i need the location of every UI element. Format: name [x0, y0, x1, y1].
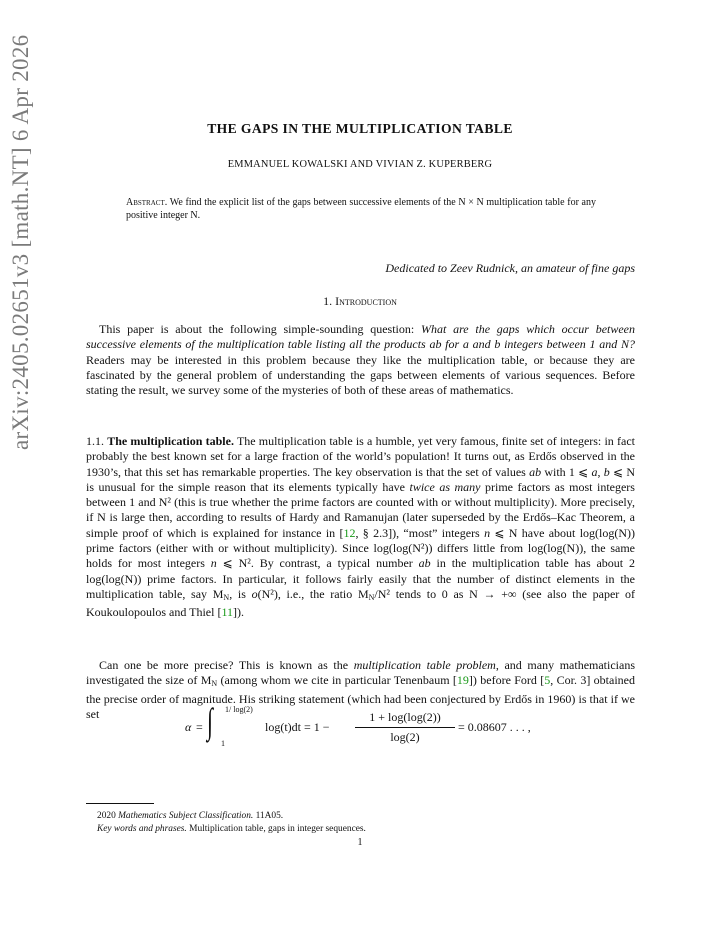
msc-year: 2020 [97, 811, 119, 821]
p2-sub-n2: N [368, 592, 375, 602]
citation-link-19[interactable]: 19 [456, 673, 469, 688]
p3-c: (among whom we cite in particular Tenenbaum [ [217, 673, 457, 688]
p2-o: o [251, 586, 258, 601]
p2-a-var: a [591, 464, 598, 479]
intro-paragraph [86, 322, 635, 398]
msc-value: 11A05. [253, 811, 284, 821]
research-question: What are the gaps which occur between successive elements of the multiplication table listing all the products ab for a and b integers between 1 and N? [86, 322, 636, 352]
p2-m: ]). [233, 605, 244, 620]
p2-e: prime factors as most integers between 1 and N² (this is true whether the prime factors are counted with or without multiplicity). More precisely, if N is large then, according to results of Hardy and Ramanujan (later superseded by the Erdős–Kac Theorem, a simple proof of which is explained for instance in [ [86, 479, 635, 540]
fraction-numerator: 1 + log(log(2)) [369, 710, 441, 724]
dedication: Dedicated to Zeev Rudnick, an amateur of fine gaps [385, 261, 635, 275]
p3-b: , and many mathematicians investigated the size of M [86, 658, 636, 688]
p1-text-a: This paper is about the following simple-sounding question: [99, 322, 421, 336]
p3-mtp: multiplication table problem [353, 658, 496, 672]
paper-authors: EMMANUEL KOWALSKI AND VIVIAN Z. KUPERBERG [227, 159, 493, 170]
citation-link-12[interactable]: 12 [343, 525, 356, 540]
formula-lhs: α [185, 720, 192, 734]
p1-text-b: Readers may be interested in this problem because they like the multiplication table, or because they are fascinated by the general problem of understanding the gaps between elements of various sequences. Before stating the result, we survey some of the mysteries of both of these areas of mathematics. [86, 352, 635, 398]
p3-sub-n: N [211, 679, 218, 689]
p2-b: with 1 ⩽ [541, 464, 592, 479]
footnote-keywords [97, 823, 617, 836]
p2-j: , is [229, 586, 252, 601]
citation-link-11[interactable]: 11 [221, 605, 233, 620]
p2-b-var: b [603, 464, 610, 479]
abstract [126, 196, 596, 222]
p3-a: Can one be more precise? This is known as the [99, 658, 354, 672]
integral-sign: ∫ [207, 701, 213, 741]
p2-ab: ab [529, 464, 542, 479]
section-title: Introduction [335, 294, 397, 308]
p2-g: ⩽ N have about log(log(N)) prime factors (either with or without multiplicity). Since log(log(N²)) differs little from log(log(N)), the same holds for most integers [86, 525, 636, 571]
p2-twice: twice as many [409, 479, 481, 494]
arxiv-stamp-text: arXiv:2405.02651v3 [math.NT] 6 Apr 2026 [8, 34, 33, 450]
p2-l: /N² tends to 0 as N → +∞ (see also the paper of Koukoulopoulos and Thiel [ [86, 586, 635, 620]
abstract-text: We find the explicit list of the gaps between successive elements of the N × N multiplication table for any positive integer N. [126, 197, 596, 221]
section-heading [0, 294, 720, 309]
fraction-bar [355, 727, 455, 728]
p2-i: in the multiplication table has about 2 log(log(N)) prime factors. In particular, it follows fairly easily that the number of distinct elements in the multiplication table, say M [86, 556, 636, 601]
integral-lower-limit: 1 [221, 739, 225, 748]
msc-label: Mathematics Subject Classification. [118, 811, 254, 821]
p2-ab2: ab [418, 556, 431, 571]
multiplication-table-paragraph [86, 434, 635, 621]
p2-c: , [597, 464, 604, 479]
formula-integrand: log(t)dt = 1 − [265, 720, 330, 734]
fraction-denominator: log(2) [390, 730, 420, 744]
p2-k: (N²), i.e., the ratio M [257, 586, 369, 601]
keywords-value: Multiplication table, gaps in integer sequences. [186, 824, 366, 834]
p3-d: ]) before Ford [ [468, 673, 545, 688]
footnote-divider [86, 803, 154, 804]
section-number: 1. [323, 294, 333, 308]
footnote-msc [97, 810, 617, 823]
alpha-formula [0, 703, 720, 755]
formula-rhs: = 0.08607 . . . , [458, 720, 531, 734]
p2-sub-n1: N [223, 592, 230, 602]
subsection-number: 1.1. [86, 434, 104, 448]
formula-equals: = [196, 720, 203, 734]
keywords-label: Key words and phrases. [97, 824, 187, 834]
p2-n1: n [484, 525, 491, 540]
paper-title: THE GAPS IN THE MULTIPLICATION TABLE [207, 121, 513, 136]
citation-link-5[interactable]: 5 [544, 673, 551, 688]
subsection-title: The multiplication table. [107, 434, 234, 448]
p2-a: The multiplication table is a humble, yet very famous, finite set of integers: in fact probably the best known set for a large fraction of the world’s population! It turns out, as Erdős observed in the 1930’s, that this set has remarkable properties. The key observation is that the set of values [86, 434, 635, 479]
page-number: 1 [357, 837, 363, 848]
abstract-label: Abstract. [126, 197, 168, 208]
p3-e: , Cor. 3] obtained the precise order of magnitude. His striking statement (which had been conjectured by Erdős in 1960) is that if we set [86, 673, 636, 721]
p2-f: , § 2.3]), “most” integers [355, 525, 485, 540]
p2-n2: n [210, 556, 217, 571]
p2-h: ⩽ N². By contrast, a typical number [216, 556, 419, 571]
integral-upper-limit: 1/ log(2) [225, 705, 253, 714]
p2-d: ⩽ N is unusual for the simple reason that its elements typically have [86, 464, 635, 494]
